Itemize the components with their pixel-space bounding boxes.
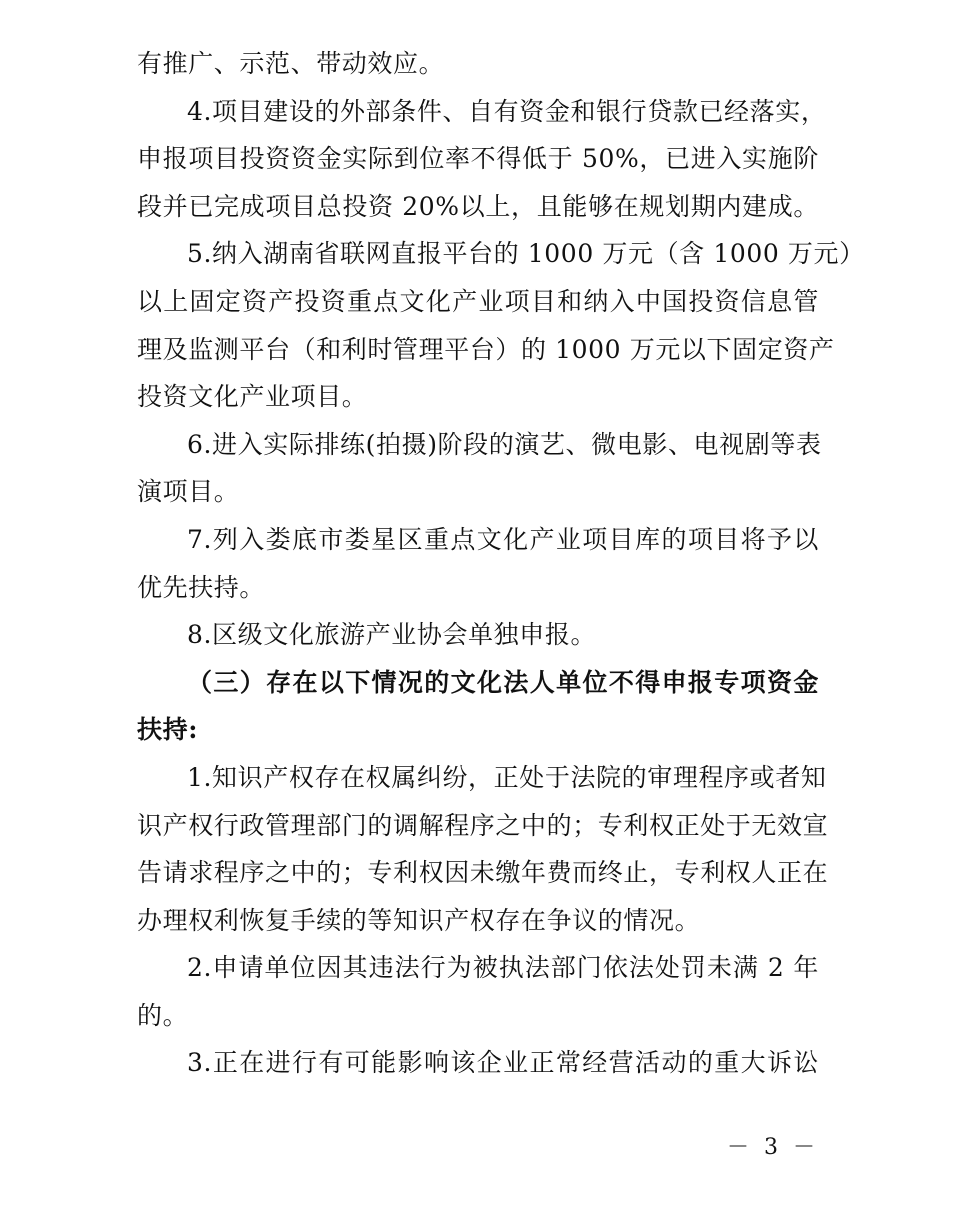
text-line: 8.区级文化旅游产业协会单独申报。 [187,620,597,650]
text-line: 办理权利恢复手续的等知识产权存在争议的情况。 [137,905,701,935]
page-number: － 3 － [727,1135,819,1160]
text-line: 6.进入实际排练(拍摄)阶段的演艺、微电影、电视剧等表 [187,429,822,459]
text-line: 2.申请单位因其违法行为被执法部门依法处罚未满 2 年 [187,953,819,983]
document-body [137,40,865,1087]
text-line: 演项目。 [137,477,240,507]
text-line: 段并已完成项目总投资 20%以上，且能够在规划期内建成。 [137,191,819,221]
text-line: 7.列入娄底市娄星区重点文化产业项目库的项目将予以 [187,524,819,554]
text-line: 有推广、示范、带动效应。 [137,49,445,78]
text-line: 5.纳入湖南省联网直报平台的 1000 万元（含 1000 万元） [187,239,865,269]
text-line: 3.正在进行有可能影响该企业正常经营活动的重大诉讼 [187,1048,819,1078]
text-line: 4.项目建设的外部条件、自有资金和银行贷款已经落实， [187,96,827,126]
text-line: 理及监测平台（和利时管理平台）的 1000 万元以下固定资产 [137,334,835,364]
text-line: 的。 [137,1000,189,1030]
text-line: 识产权行政管理部门的调解程序之中的；专利权正处于无效宣 [137,810,829,840]
text-line: 告请求程序之中的；专利权因未缴年费而终止，专利权人正在 [137,858,829,888]
text-line: 1.知识产权存在权属纠纷，正处于法院的审理程序或者知 [187,762,827,792]
text-line: 以上固定资产投资重点文化产业项目和纳入中国投资信息管 [137,286,819,316]
text-line: 申报项目投资资金实际到位率不得低于 50%，已进入实施阶 [137,144,819,174]
section-heading: （三）存在以下情况的文化法人单位不得申报专项资金 [187,667,819,697]
text-line: 优先扶持。 [137,572,266,602]
section-heading: 扶持: [137,715,199,745]
text-line: 投资文化产业项目。 [137,382,368,412]
